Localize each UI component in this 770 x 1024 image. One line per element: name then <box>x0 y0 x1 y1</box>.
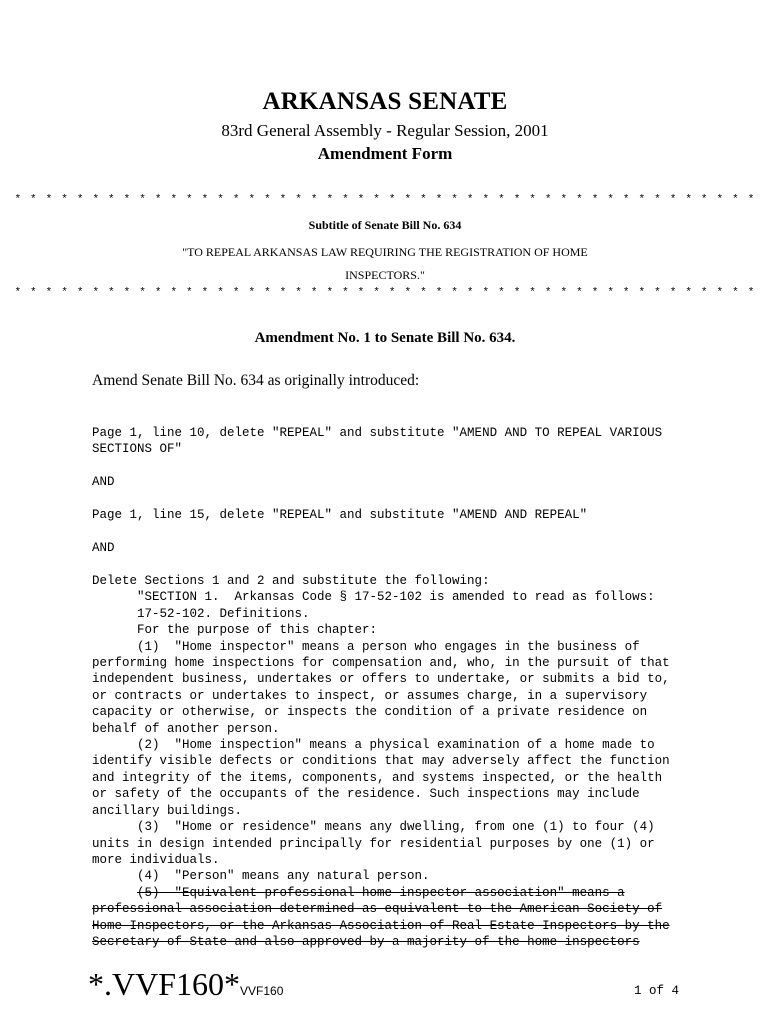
subtitle-text <box>150 241 620 287</box>
amendment-number: Amendment No. 1 to Senate Bill No. 634. <box>254 330 516 346</box>
document-title: ARKANSAS SENATE <box>262 88 508 115</box>
and-connector-2: AND <box>92 541 115 555</box>
struck-text: (5) "Equivalent professional home inspector association" means a professional association determined as equivalent to the American Society of Home Inspectors, or the Arkansas Association of Real Estate Inspectors by the Secretary of State and also approved by a majority of the home inspectors <box>92 885 670 949</box>
subtitle-line-1: "TO REPEAL ARKANSAS LAW REQUIRING THE REGISTRATION OF HOME <box>182 245 588 259</box>
and-connector-1: AND <box>92 475 115 489</box>
page-number: 1 of 4 <box>634 984 680 998</box>
session-line: 83rd General Assembly - Regular Session, 2001 <box>221 121 549 140</box>
subtitle-label: Subtitle of Senate Bill No. 634 <box>308 218 462 232</box>
star-divider-top: * * * * * * * * * * * * * * * * * * * * * * * * * * * * * * * * * * * * * * * * * * * * * * * * <box>14 194 756 206</box>
star-divider-bottom: * * * * * * * * * * * * * * * * * * * * * * * * * * * * * * * * * * * * * * * * * * * * * * * * <box>14 287 756 299</box>
document-code <box>88 966 283 1003</box>
form-name: Amendment Form <box>317 144 453 163</box>
subtitle-line-2: INSPECTORS." <box>345 268 425 282</box>
amendment-body <box>92 573 670 950</box>
amendment-intro: Amend Senate Bill No. 634 as originally introduced: <box>92 372 420 389</box>
amendment-body-text: Delete Sections 1 and 2 and substitute the following: "SECTION 1. Arkansas Code § 17-52-102 is amended to read as follows: 17-52-102. Definitions. For the purpose of this chapter: (1) "Home inspector" means a person who engages in the business of performing home inspections for compensation and, who, in the pursuit of that independent business, undertakes or offers to undertake, or submits a bid to, or contracts or undertakes to inspect, or assumes charge, in a supervisory capacity or otherwise, or inspects the condition of a private residence on behalf of another person. (2) "Home inspection" means a physical examination of a home made to identify visible defects or conditions that may adversely affect the function and integrity of the items, components, and systems inspected, or the health or safety of the occupants of the residence. Such inspections may include ancillary buildings. (3) "Home or residence" means any dwelling, from one (1) to four (4) units in design intended principally for residential purposes by one (1) or more individuals. (4) "Person" means any natural person. <box>92 574 670 884</box>
amendment-instruction-2: Page 1, line 15, delete "REPEAL" and substitute "AMEND AND REPEAL" <box>92 508 588 522</box>
amendment-instruction-1: Page 1, line 10, delete "REPEAL" and substitute "AMEND AND TO REPEAL VARIOUS SECTIONS OF" <box>92 426 663 457</box>
struck-indent <box>92 886 137 900</box>
document-code-large: *.VVF160* <box>88 966 241 1002</box>
document-code-small: VVF160 <box>240 984 284 998</box>
